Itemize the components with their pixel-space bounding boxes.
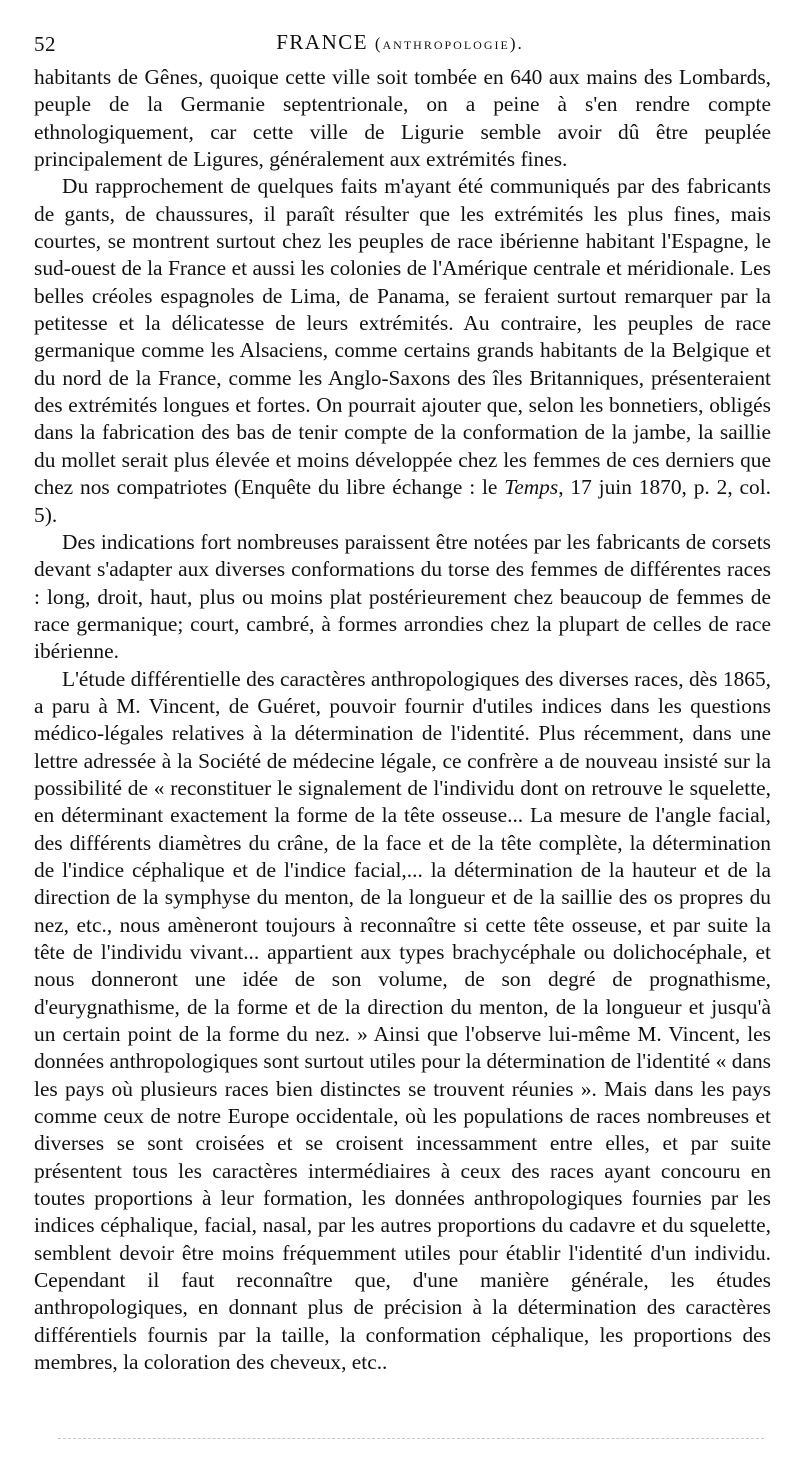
- paragraph-continuation: [34, 64, 771, 173]
- bottom-divider: [58, 1438, 764, 1439]
- page-header: [30, 26, 770, 60]
- paragraph-corsets: [34, 529, 771, 666]
- paragraph-text: L'étude différentielle des caractères anthropologiques des diverses races, dès 1865, a paru à M. Vincent, de Guéret, pouvoir fournir d'utiles indices dans les questions médico-légales relatives à la détermination de l'identité. Plus récemment, dans une lettre adressée à la Société de médecine légale, ce confrère a de nouveau insisté sur la possibilité de « reconstituer le signalement de l'individu dont on retrouve le squelette, en déterminant exactement la forme de la tête osseuse... La mesure de l'angle facial, des différents diamètres du crâne, de la face et de la tête complète, la détermination de l'indice céphalique et de l'indice facial,... la détermination de la hauteur et de la direction de la symphyse du menton, de la longueur et de la saillie des os propres du nez, etc., nous amèneront toujours à reconnaître si cette tête osseuse, et par suite la tête de l'individu vivant... appartient aux types brachycéphale ou dolichocéphale, et nous donneront une idée de son volume, de son degré de prognathisme, d'eurygnathisme, de la forme et de la direction du menton, de la longueur et jusqu'à un certain point de la forme du nez. » Ainsi que l'observe lui-même M. Vincent, les données anthropologiques sont surtout utiles pour la détermination de l'identité « dans les pays où plusieurs races bien distinctes se trouvent réunies ». Mais dans les pays comme ceux de notre Europe occidentale, où les populations de races nombreuses et diverses se sont croisées et se croisent incessamment entre elles, et par suite présentent tous les caractères intermédiaires à ceux des races ayant concouru en toutes proportions à leur formation, les données anthropologiques fournies par les indices céphalique, facial, nasal, par les autres proportions du cadavre et du squelette, semblent devoir être moins fréquemment utiles pour établir l'identité d'un individu. Cependant il faut reconnaître que, d'une manière générale, les études anthropologiques, en donnant plus de précision à la détermination des caractères différentiels fournis par la taille, la conformation céphalique, les proportions des membres, la coloration des cheveux, etc..: [34, 666, 771, 1375]
- paragraph-text-end: , 17 juin 1870, p. 2, col. 5).: [34, 475, 772, 527]
- paragraph-text: Du rapprochement de quelques faits m'ayant été communiqués par des fabricants de gants, de chaussures, il paraît résulter que les extrémités les plus fines, mais courtes, se montrent surtout chez les peuples de race ibérienne habitant l'Espagne, le sud-ouest de la France et aussi les colonies de l'Amérique centrale et méridionale. Les belles créoles espagnoles de Lima, de Panama, se feraient surtout remarquer par la petitesse et la délicatesse de leurs extrémités. Au contraire, les peuples de race germanique comme les Alsaciens, comme certains grands habitants de la Belgique et du nord de la France, comme les Anglo-Saxons des îles Britanniques, présenteraient des extrémités longues et fortes. On pourrait ajouter que, selon les bonnetiers, obligés dans la fabrication des bas de tenir compte de la conformation de la jambe, la saillie du mollet serait plus élevée et moins développée chez les femmes de ces derniers que chez nos compatriotes (Enquête du libre échange : le: [34, 174, 771, 500]
- paragraph-text: Des indications fort nombreuses paraissent être notées par les fabricants de corsets devant s'adapter aux diverses conformations du torse des femmes de différentes races : long, droit, haut, plus ou moins plat postérieurement chez beaucoup de femmes de race germanique; court, cambré, à formes arrondies chez la plupart de celles de race ibérienne.: [34, 529, 771, 664]
- newspaper-title: Temps: [504, 475, 559, 500]
- page-body: [34, 64, 771, 1377]
- running-title-main: FRANCE: [276, 30, 369, 54]
- paragraph-text: habitants de Gênes, quoique cette ville soit tombée en 640 aux mains des Lombards, peuple de la Germanie septentrionale, on a peine à s'en rendre compte ethnologiquement, car cette ville de Ligurie semble avoir dû être peuplée principalement de Ligures, généralement aux extrémités fines.: [34, 65, 771, 172]
- page-number: 52: [34, 32, 56, 56]
- running-title: [30, 30, 770, 55]
- running-title-subtitle: (anthropologie).: [374, 34, 524, 53]
- paragraph-vincent: [34, 666, 771, 1377]
- paragraph-extremities: [34, 173, 771, 528]
